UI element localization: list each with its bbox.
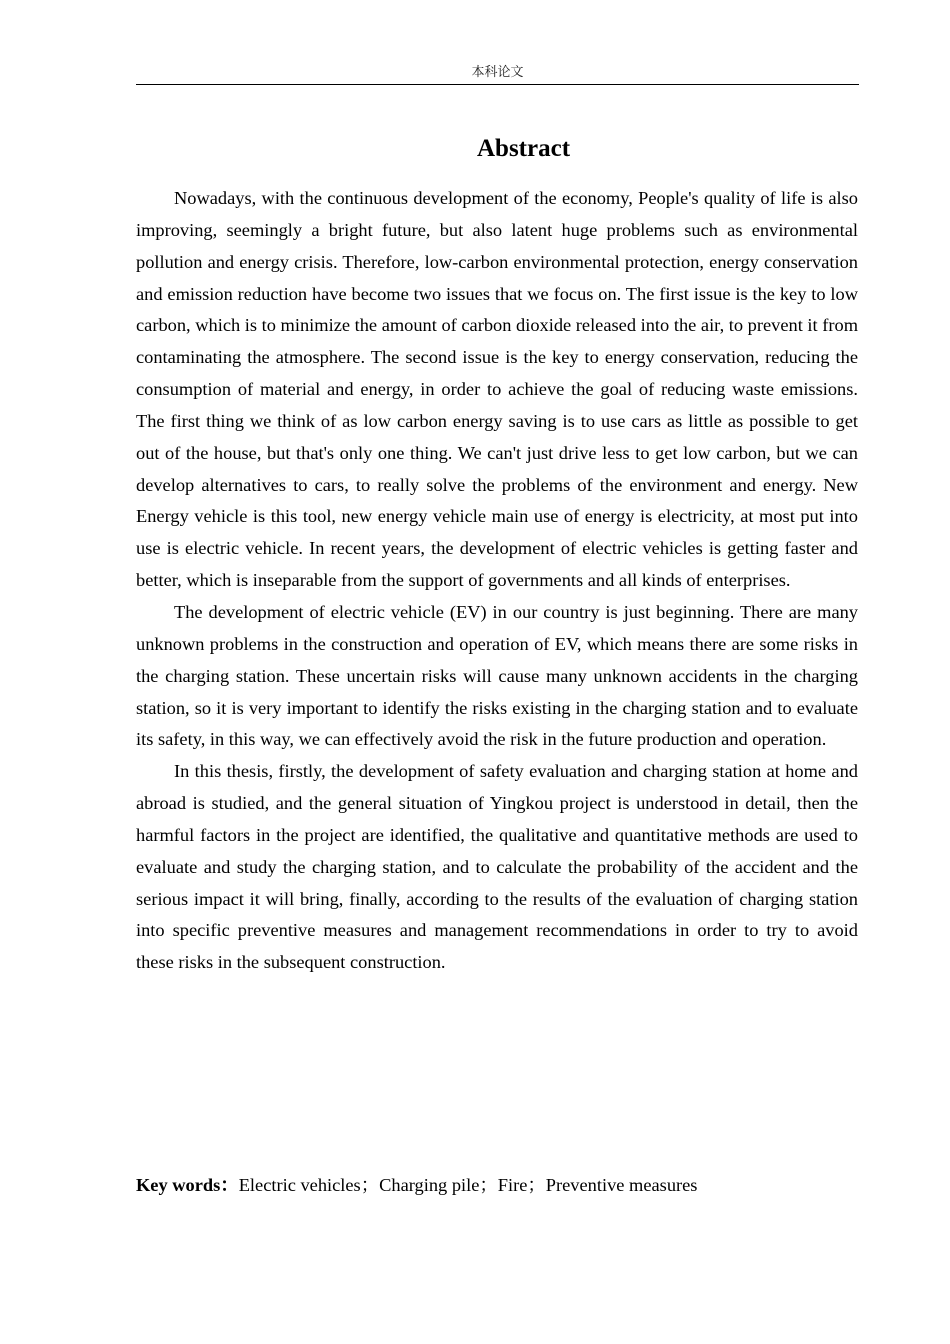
keywords-line — [136, 1170, 858, 1202]
header-rule — [136, 84, 859, 85]
keywords-label: Key words： — [136, 1175, 239, 1195]
abstract-paragraph-2: The development of electric vehicle (EV) in our country is just beginning. There are many unknown problems in the construction and operation of EV, which means there are some risks in the charging station. These uncertain risks will cause many unknown accidents in the charging station, so it is very important to identify the risks existing in the charging station and to evaluate its safety, in this way, we can effectively avoid the risk in the future production and operation. — [136, 601, 858, 750]
abstract-paragraph-3: In this thesis, firstly, the development of safety evaluation and charging station at home and abroad is studied, and the general situation of Yingkou project is understood in detail, then the harmful factors in the project are identified, the qualitative and quantitative methods are used to evaluate and study the charging station, and to calculate the probability of the accident and the serious impact it will bring, finally, according to the results of the evaluation of charging station into specific preventive measures and management recommendations in order to try to avoid these risks in the subsequent construction. — [136, 761, 858, 973]
page-header: 本科论文 — [471, 65, 524, 80]
abstract-body — [136, 183, 858, 979]
abstract-paragraph-1: Nowadays, with the continuous development of the economy, People's quality of life is also improving, seemingly a bright future, but also latent huge problems such as environmental pollution and energy crisis. Therefore, low-carbon environmental protection, energy conservation and emission reduction have become two issues that we focus on. The first issue is the key to low carbon, which is to minimize the amount of carbon dioxide released into the air, to prevent it from contaminating the atmosphere. The second issue is the key to energy conservation, reducing the consumption of material and energy, in order to achieve the goal of reducing waste emissions. The first thing we think of as low carbon energy saving is to use cars as little as possible to get out of the house, but that's only one thing. We can't just drive less to get low carbon, but we can develop alternatives to cars, to really solve the problems of the environment and energy. New Energy vehicle is this tool, new energy vehicle main use of energy is electricity, at most put into use is electric vehicle. In recent years, the development of electric vehicles is getting faster and better, which is inseparable from the support of governments and all kinds of enterprises. — [136, 188, 858, 591]
abstract-title: Abstract — [476, 135, 571, 162]
keywords-text: Electric vehicles；Charging pile；Fire；Preventive measures — [238, 1175, 698, 1195]
